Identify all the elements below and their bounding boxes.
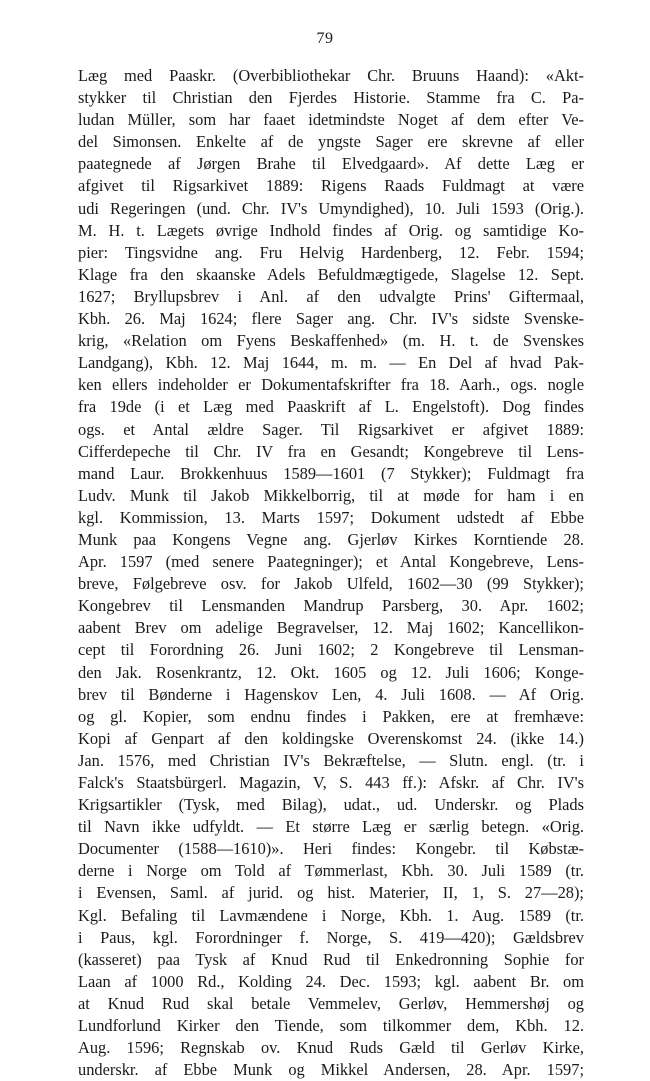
text-line: i Paus, kgl. Forordninger f. Norge, S. 419—420); Gældsbrev [78,927,584,947]
text-line: udi Regeringen (und. Chr. IV's Umyndighed), 10. Juli 1593 (Orig.). [78,198,584,218]
text-line: Apr. 1597 (med senere Paategninger); et Antal Kongebreve, Lens- [78,552,584,572]
text-line: og gl. Kopier, som endnu findes i Pakken, ere at fremhæve: [78,706,584,726]
text-line: Kopi af Genpart af den koldingske Overenskomst 24. (ikke 14.) [78,728,584,748]
text-line: Landgang), Kbh. 12. Maj 1644, m. m. — En Del af hvad Pak- [78,353,584,373]
text-line: del Simonsen. Enkelte af de yngste Sager ere skrevne af eller [78,132,584,152]
text-line: afgivet til Rigsarkivet 1889: Rigens Raads Fuldmagt at være [78,176,584,196]
text-line: kgl. Kommission, 13. Marts 1597; Dokument udstedt af Ebbe [78,507,584,527]
text-line: i Evensen, Saml. af jurid. og hist. Materier, II, 1, S. 27—28); [78,883,584,903]
text-line: ken ellers indeholder er Dokumentafskrifter fra 18. Aarh., ogs. nogle [78,375,584,395]
text-line: Læg med Paaskr. (Overbibliothekar Chr. Bruuns Haand): «Akt- [78,66,584,85]
text-line: fra 19de (i et Læg med Paaskrift af L. Engelstoft). Dog findes [78,397,584,417]
text-line: Laan af 1000 Rd., Kolding 24. Dec. 1593; kgl. aabent Br. om [78,971,584,991]
text-line: Documenter (1588—1610)». Heri findes: Kongebr. til Købstæ- [78,839,584,859]
text-line: den Jak. Rosenkrantz, 12. Okt. 1605 og 12. Juli 1606; Konge- [78,662,584,682]
text-line: Krigsartikler (Tysk, med Bilag), udat., ud. Underskr. og Plads [78,795,584,815]
text-line: derne i Norge om Told af Tømmerlast, Kbh. 30. Juli 1589 (tr. [78,861,584,881]
text-line: mand Laur. Brokkenhuus 1589—1601 (7 Stykker); Fuldmagt fra [78,463,584,483]
text-line: Falck's Staatsbürgerl. Magazin, V, S. 443 ff.): Afskr. af Chr. IV's [78,773,584,792]
text-line: ludan Müller, som har faaet idetmindste Noget af dem efter Ve- [78,110,584,130]
text-line: pier: Tingsvidne ang. Fru Helvig Hardenberg, 12. Febr. 1594; [78,242,584,262]
text-line: cept til Forordning 26. Juni 1602; 2 Kongebreve til Lensman- [78,640,584,660]
page-number: 79 [316,30,334,47]
text-line: krig, «Relation om Fyens Beskaffenhed» (m. H. t. de Svenskes [78,331,584,351]
text-line: breve, Følgebreve osv. for Jakob Ulfeld, 1602—30 (99 Stykker); [78,574,584,594]
text-line: Kgl. Befaling til Lavmændene i Norge, Kbh. 1. Aug. 1589 (tr. [78,905,584,925]
text-line: Kongebrev til Lensmanden Mandrup Parsberg, 30. Apr. 1602; [78,596,584,616]
text-line: Ludv. Munk til Jakob Mikkelborrig, til at møde for ham i en [78,485,584,505]
text-line: M. H. t. Lægets øvrige Indhold findes af Orig. og samtidige Ko- [78,220,584,240]
text-line: til Navn ikke udfyldt. — Et større Læg er særlig betegn. «Orig. [78,817,584,837]
text-line: (kasseret) paa Tysk af Knud Rud til Enkedronning Sophie for [78,949,584,969]
text-line: Klage fra den skaanske Adels Befuldmægtigede, Slagelse 12. Sept. [78,264,584,284]
text-line: Munk paa Kongens Vegne ang. Gjerløv Kirkes Korntiende 28. [78,529,584,549]
text-line: 1627; Bryllupsbrev i Anl. af den udvalgte Prins' Giftermaal, [78,286,584,306]
text-line: Aug. 1596; Regnskab ov. Knud Ruds Gæld til Gerløv Kirke, [78,1038,584,1058]
text-line: paategnede af Jørgen Brahe til Elvedgaard». Af dette Læg er [78,154,584,174]
text-line: Jan. 1576, med Christian IV's Bekræftelse, — Slutn. engl. (tr. i [78,750,584,770]
text-line: aabent Brev om adelige Begravelser, 12. Maj 1602; Kancellikon- [78,618,584,638]
text-line: stykker til Christian den Fjerdes Historie. Stamme fra C. Pa- [78,88,584,108]
text-line: Cifferdepeche til Chr. IV fra en Gesandt; Kongebreve til Lens- [78,441,584,461]
text-line: brev til Bønderne i Hagenskov Len, 4. Juli 1608. — Af Orig. [78,684,584,704]
text-line: ogs. et Antal ældre Sager. Til Rigsarkivet er afgivet 1889: [78,419,584,439]
text-line: underskr. af Ebbe Munk og Mikkel Andersen, 28. Apr. 1597; [78,1060,584,1080]
body-text [78,65,584,1081]
text-line: Lundforlund Kirker den Tiende, som tilkommer dem, Kbh. 12. [78,1016,584,1036]
text-line: Kbh. 26. Maj 1624; flere Sager ang. Chr. IV's sidste Svenske- [78,309,584,329]
text-line: at Knud Rud skal betale Vemmelev, Gerløv, Hemmershøj og [78,993,584,1013]
